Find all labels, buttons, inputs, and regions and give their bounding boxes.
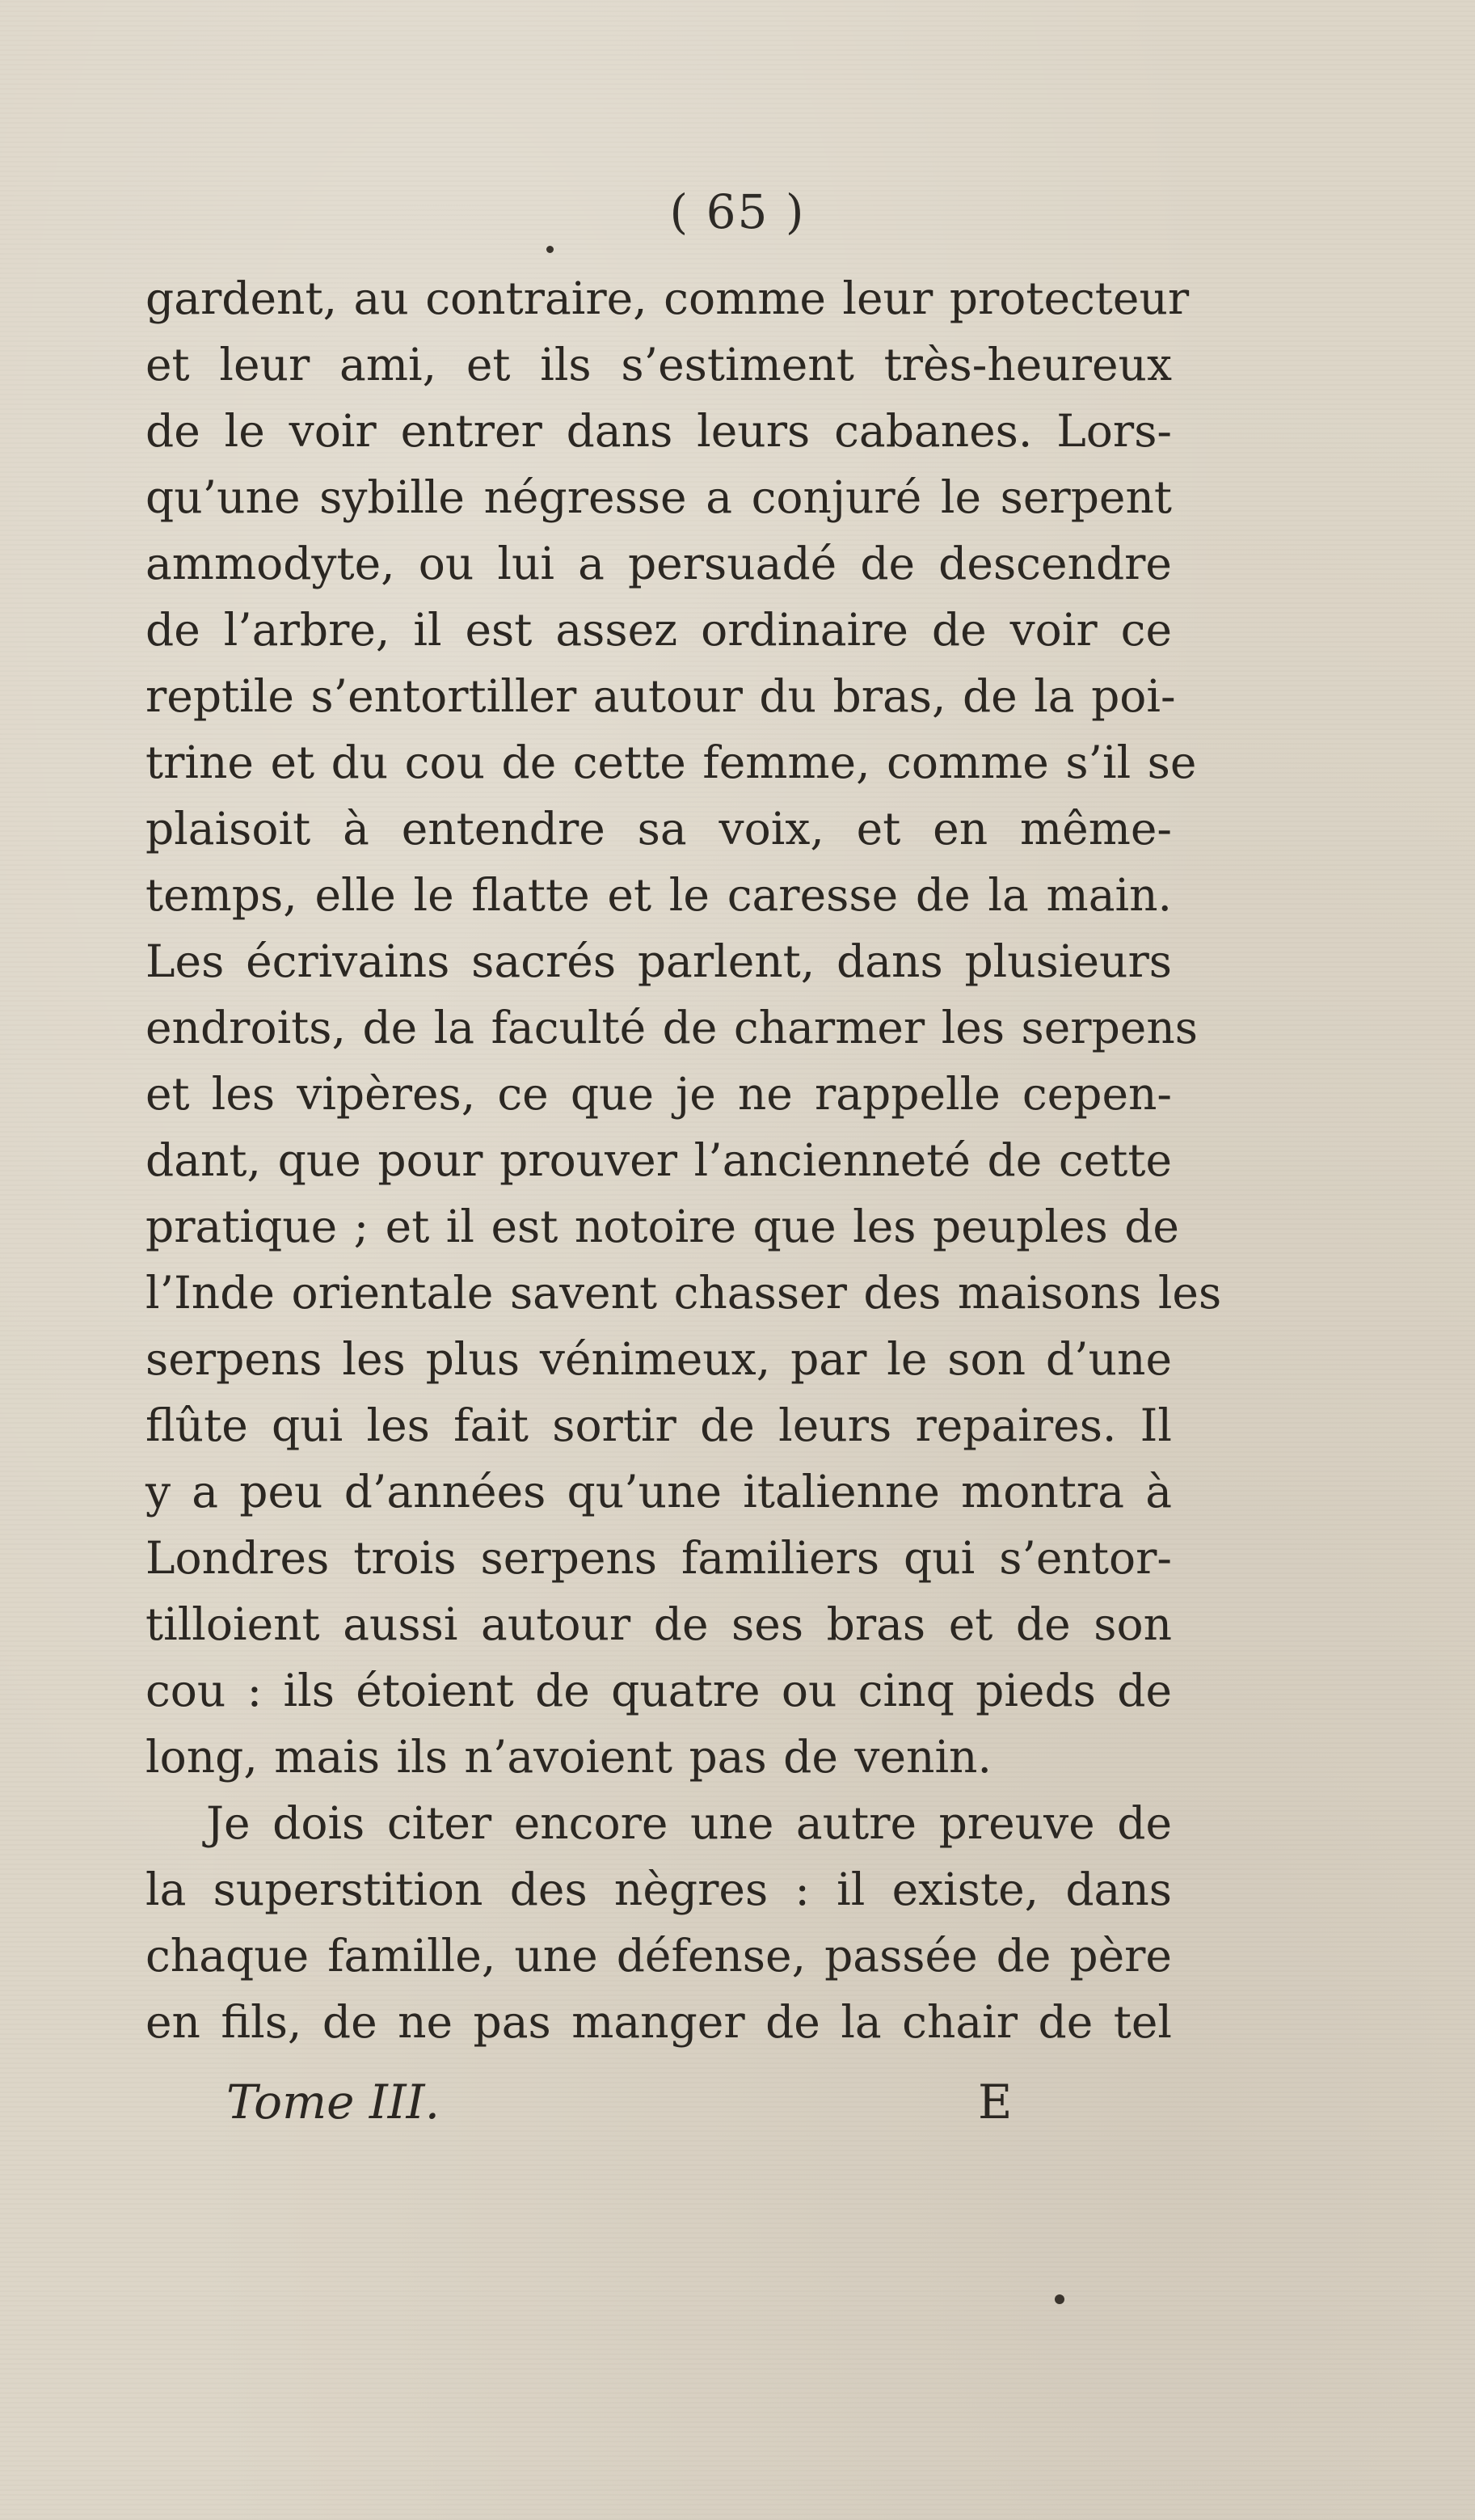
- text-line: Je dois citer encore une autre preuve de: [206, 1797, 1172, 1849]
- text-line: pratique ; et il est notoire que les peuples de: [145, 1201, 1179, 1252]
- text-line: serpens les plus vénimeux, par le son d’une: [145, 1333, 1172, 1385]
- volume-label: Tome III.: [226, 2075, 440, 2130]
- text-line: et les vipères, ce que je ne rappelle cepen-: [145, 1068, 1172, 1120]
- text-line: Les écrivains sacrés parlent, dans plusieurs: [145, 935, 1172, 987]
- page-footer: [145, 2075, 1172, 2139]
- text-line: Londres trois serpens familiers qui s’entor-: [145, 1532, 1172, 1584]
- text-line: reptile s’entortiller autour du bras, de la poi-: [145, 670, 1176, 722]
- text-line: ammodyte, ou lui a persuadé de descendre: [145, 538, 1172, 589]
- text-line: qu’une sybille négresse a conjuré le serpent: [145, 471, 1172, 523]
- text-line: y a peu d’années qu’une italienne montra à: [145, 1466, 1172, 1517]
- text-line: dant, que pour prouver l’ancienneté de cette: [145, 1134, 1172, 1186]
- ink-speck: [1055, 2294, 1064, 2304]
- ink-speck: [546, 246, 554, 253]
- text-line: endroits, de la faculté de charmer les serpens: [145, 1002, 1199, 1053]
- text-line: en fils, de ne pas manger de la chair de tel: [145, 1996, 1172, 2048]
- body-text: [145, 265, 1222, 2055]
- text-line: cou : ils étoient de quatre ou cinq pieds de: [145, 1665, 1172, 1716]
- text-line: trine et du cou de cette femme, comme s’il se: [145, 737, 1197, 788]
- text-line: et leur ami, et ils s’estiment très-heureux: [145, 339, 1172, 390]
- paragraph-2: [145, 1790, 1172, 2055]
- text-line: l’Inde orientale savent chasser des maisons les: [145, 1267, 1222, 1319]
- text-line: de l’arbre, il est assez ordinaire de voir ce: [145, 604, 1172, 656]
- text-line: de le voir entrer dans leurs cabanes. Lors-: [145, 405, 1172, 457]
- text-line: flûte qui les fait sortir de leurs repaires. Il: [145, 1399, 1172, 1451]
- text-line: gardent, au contraire, comme leur protecteur: [145, 272, 1190, 324]
- paragraph-1: [145, 265, 1222, 1790]
- text-line: long, mais ils n’avoient pas de venin.: [145, 1731, 992, 1783]
- text-line: temps, elle le flatte et le caresse de la main.: [145, 869, 1172, 921]
- text-line: plaisoit à entendre sa voix, et en même-: [145, 803, 1172, 855]
- text-line: chaque famille, une défense, passée de père: [145, 1930, 1172, 1982]
- page-number: ( 65 ): [669, 184, 806, 239]
- text-line: tilloient aussi autour de ses bras et de son: [145, 1598, 1172, 1650]
- signature-mark: E: [978, 2075, 1013, 2130]
- text-line: la superstition des nègres : il existe, dans: [145, 1864, 1172, 1915]
